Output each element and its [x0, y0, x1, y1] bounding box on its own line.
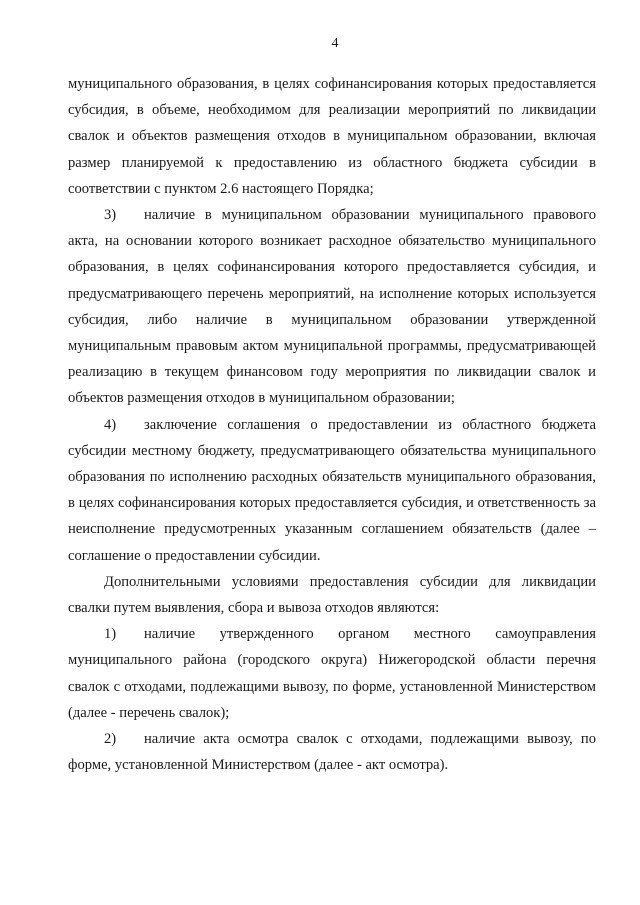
paragraph-item-3: [68, 202, 596, 412]
item-number: 4): [104, 416, 117, 433]
paragraph-item-2: [68, 726, 596, 778]
page-number: 4: [331, 36, 339, 51]
item-number: 2): [104, 731, 117, 748]
paragraph-text: Дополнительными условиями предоставления субсидии для ликвидации свалки путем выявления, сбора и вывоза отходов являются:: [68, 573, 596, 617]
paragraph-additional-conditions: [68, 569, 596, 621]
item-number: 1): [104, 626, 117, 643]
paragraph-text: наличие в муниципальном образовании муниципального правового акта, на основании которого возникает расходное обязательство муниципального образования, в целях софинансирования которого предоставляется субсидия, и предусматривающего перечень мероприятий, на исполнение которых используется субсидия, либо наличие в муниципальном образовании утвержденной муниципальным правовым актом муниципальной программы, предусматривающей реализацию в текущем финансовом году мероприятия по ликвидации свалок и объектов размещения отходов в муниципальном образовании;: [68, 207, 596, 407]
paragraph-text: муниципального образования, в целях софинансирования которых предоставляется субсидия, в объеме, необходимом для реализации мероприятий по ликвидации свалок и объектов размещения отходов в муниципальном образовании, включая размер планируемой к предоставлению из областного бюджета субсидии в соответствии с пунктом 2.6 настоящего Порядка;: [68, 76, 596, 197]
paragraph-item-4: [68, 412, 596, 569]
item-number: 3): [104, 207, 117, 224]
document-body: [68, 71, 596, 778]
paragraph-text: наличие акта осмотра свалок с отходами, подлежащими вывозу, по форме, установленной Министерством (далее - акт осмотра).: [68, 731, 596, 774]
paragraph-item-1: [68, 621, 596, 726]
paragraph-text: наличие утвержденного органом местного самоуправления муниципального района (городского округа) Нижегородской области перечня свалок с отходами, подлежащими вывозу, по форме, установленной Министерством (далее - перечень свалок);: [68, 626, 596, 721]
paragraph-continuation: [68, 71, 596, 202]
paragraph-text: заключение соглашения о предоставлении из областного бюджета субсидии местному бюджету, предусматривающего обязательства муниципального образования по исполнению расходных обязательств муниципального образования, в целях софинансирования которых предоставляется субсидия, и ответственность за неисполнение предусмотренных указанным соглашением обязательств (далее – соглашение о предоставлении субсидии.: [68, 416, 596, 564]
